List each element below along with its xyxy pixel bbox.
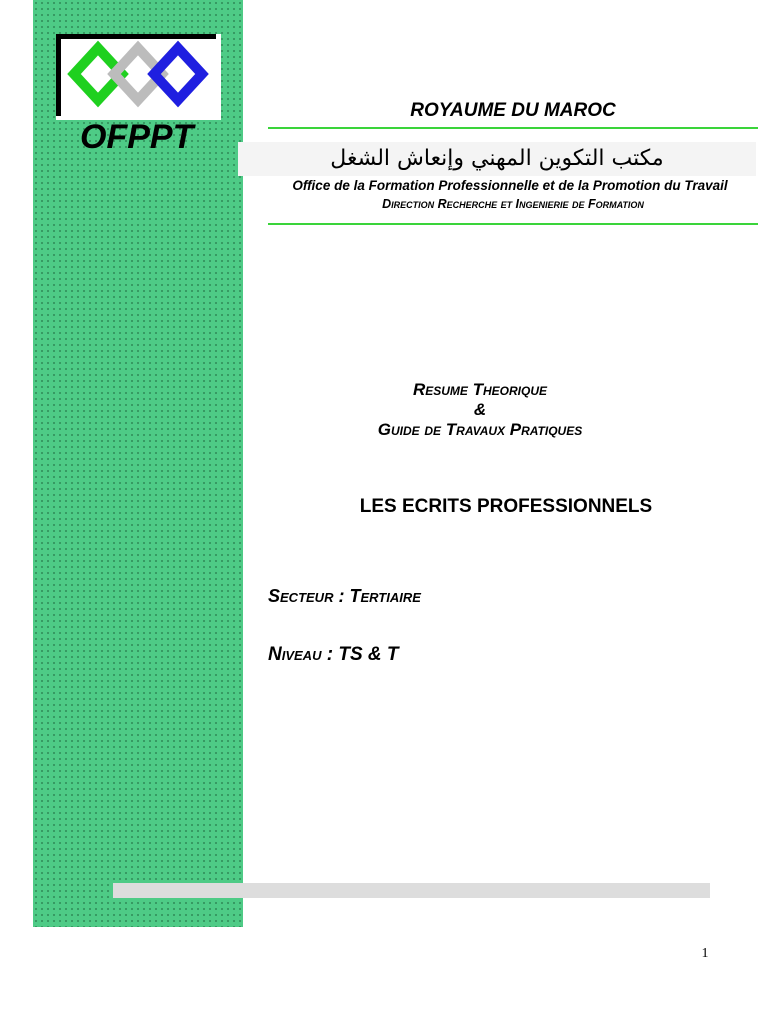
direction-name: Direction Recherche et Ingenierie de Formation [382, 197, 644, 211]
bottom-divider [268, 223, 758, 225]
country-heading: ROYAUME DU MAROC [410, 100, 616, 121]
logo-text: OFPPT [80, 118, 194, 156]
secteur-field: Secteur : Tertiaire [268, 586, 421, 606]
ampersand: & [473, 400, 487, 419]
footer-gray-bar [113, 883, 710, 898]
page-number: 1 [701, 946, 709, 961]
resume-theorique-label: Resume Theorique [412, 380, 548, 399]
niveau-field: Niveau : TS & T [268, 644, 399, 665]
document-title: LES ECRITS PROFESSIONNELS [359, 496, 653, 517]
guide-travaux-label: Guide de Travaux Pratiques [377, 420, 583, 439]
office-name: Office de la Formation Professionnelle et de la Promotion du Travail [292, 178, 728, 193]
top-divider [268, 127, 758, 129]
ofppt-logo-emblem-icon [56, 34, 221, 120]
ofppt-logo [56, 34, 221, 120]
arabic-organization-name: مكتب التكوين المهني وإنعاش الشغل [238, 142, 756, 176]
